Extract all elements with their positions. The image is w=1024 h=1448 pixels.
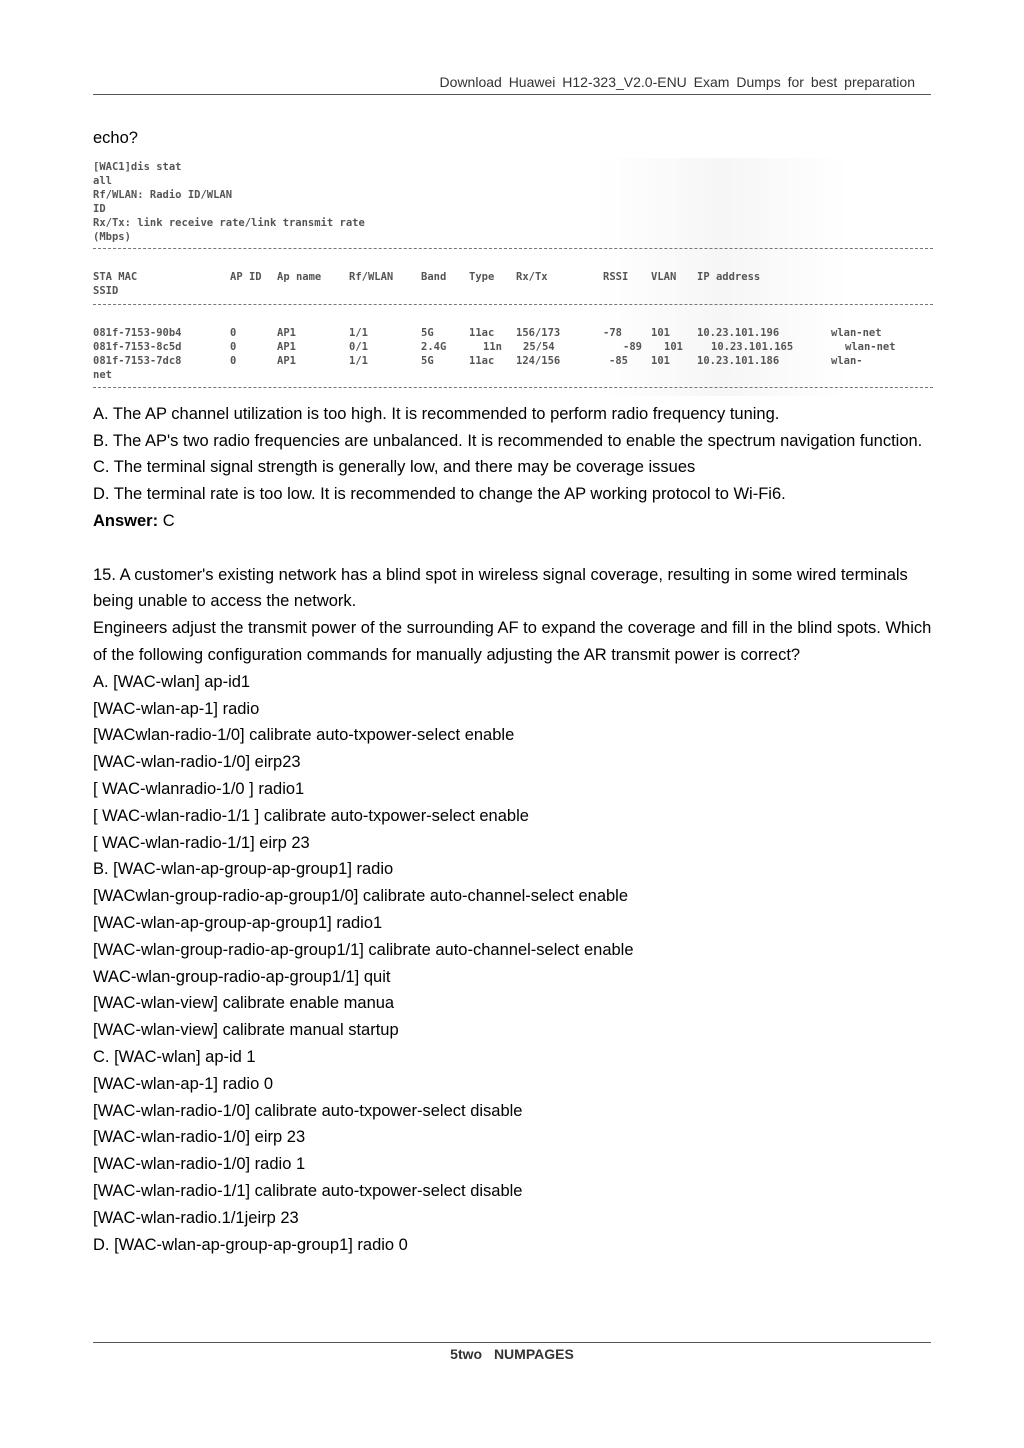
rf-wlan-cell: 1/1 xyxy=(349,326,368,339)
terminal-divider xyxy=(93,304,933,305)
command-line: [WAC-wlan-radio-1/0] radio 1 xyxy=(93,1155,306,1174)
option-d: D. The terminal rate is too low. It is recommended to change the AP working protocol to Wi-Fi6. xyxy=(93,485,786,504)
terminal-divider xyxy=(93,387,933,388)
rf-wlan-cell: 1/1 xyxy=(349,354,368,367)
rx-tx-cell: 25/54 xyxy=(523,340,555,353)
command-line: WAC-wlan-group-radio-ap-group1/1] quit xyxy=(93,967,391,986)
command-line: [WAC-wlan-radio-1/1] calibrate auto-txpower-select disable xyxy=(93,1181,523,1200)
command-line: [ WAC-wlan-radio-1/1 ] calibrate auto-txpower-select enable xyxy=(93,806,529,825)
ap-id-cell: 0 xyxy=(230,354,237,367)
page-footer: 5two NUMPAGES xyxy=(450,1346,574,1362)
ip-address-cell: 10.23.101.165 xyxy=(711,340,794,353)
vlan-cell: 101 xyxy=(651,326,670,339)
spacer xyxy=(93,535,933,562)
column-header-ip-address: IP address xyxy=(697,270,761,283)
rssi-cell: -78 xyxy=(603,326,622,339)
terminal-line: [WAC1]dis stat xyxy=(93,160,182,173)
type-cell: 11ac xyxy=(469,326,495,339)
column-header-rf-wlan: Rf/WLAN xyxy=(349,270,394,283)
command-line: [WAC-wlan-radio-1/0] eirp23 xyxy=(93,753,301,772)
command-line: [WAC-wlan-view] calibrate manual startup xyxy=(93,1021,399,1040)
vlan-cell: 101 xyxy=(664,340,683,353)
command-line: D. [WAC-wlan-ap-group-ap-group1] radio 0 xyxy=(93,1235,408,1254)
command-line: B. [WAC-wlan-ap-group-ap-group1] radio xyxy=(93,860,394,879)
column-header-vlan: VLAN xyxy=(651,270,677,283)
ip-address-cell: 10.23.101.196 xyxy=(697,326,780,339)
question-15-stem: 15. A customer's existing network has a blind spot in wireless signal coverage, resulting in some wired terminals being unable to access the network. xyxy=(93,565,908,611)
page-content xyxy=(93,125,933,1258)
header-divider xyxy=(93,94,931,95)
command-line: [WACwlan-radio-1/0] calibrate auto-txpower-select enable xyxy=(93,726,515,745)
column-header-band: Band xyxy=(421,270,447,283)
ap-name-cell: AP1 xyxy=(277,354,296,367)
ip-address-cell: 10.23.101.186 xyxy=(697,354,780,367)
type-cell: 11ac xyxy=(469,354,495,367)
footer-divider xyxy=(93,1342,931,1343)
vlan-cell: 101 xyxy=(651,354,670,367)
command-line: [WAC-wlan-radio.1/1jeirp 23 xyxy=(93,1208,299,1227)
ap-name-cell: AP1 xyxy=(277,340,296,353)
option-a: A. The AP channel utilization is too high. It is recommended to perform radio frequency tuning. xyxy=(93,404,780,423)
rssi-cell: -89 xyxy=(623,340,642,353)
command-line: [WAC-wlan-radio-1/0] calibrate auto-txpower-select disable xyxy=(93,1101,523,1120)
rx-tx-cell: 124/156 xyxy=(516,354,561,367)
option-b: B. The AP's two radio frequencies are unbalanced. It is recommended to enable the spectrum navigation function. xyxy=(93,431,923,450)
rf-wlan-cell: 0/1 xyxy=(349,340,368,353)
terminal-divider xyxy=(93,248,933,249)
terminal-screenshot xyxy=(93,158,933,396)
command-line: [WAC-wlan-view] calibrate enable manua xyxy=(93,994,395,1013)
column-header-ap-name: Ap name xyxy=(277,270,322,283)
ap-id-cell: 0 xyxy=(230,340,237,353)
terminal-line: all xyxy=(93,174,112,187)
terminal-line: Rx/Tx: link receive rate/link transmit rate xyxy=(93,216,365,229)
command-line: A. [WAC-wlan] ap-id1 xyxy=(93,672,251,691)
command-line: [WAC-wlan-group-radio-ap-group1/1] calibrate auto-channel-select enable xyxy=(93,940,634,959)
column-header-rssi: RSSI xyxy=(603,270,629,283)
ap-id-cell: 0 xyxy=(230,326,237,339)
option-c: C. The terminal signal strength is generally low, and there may be coverage issues xyxy=(93,458,696,477)
page-header: Download Huawei H12-323_V2.0-ENU Exam Dumps for best preparation xyxy=(439,74,915,90)
rssi-cell: -85 xyxy=(609,354,628,367)
band-cell: 5G xyxy=(421,326,434,339)
terminal-line: (Mbps) xyxy=(93,230,131,243)
column-header-ap-id: AP ID xyxy=(230,270,262,283)
ap-name-cell: AP1 xyxy=(277,326,296,339)
ssid-cell: wlan- xyxy=(831,354,863,367)
ssid-cell: wlan-net xyxy=(845,340,896,353)
terminal-line: ID xyxy=(93,202,106,215)
sta-mac-cell: 081f-7153-8c5d xyxy=(93,340,182,353)
answer-value: C xyxy=(158,511,175,530)
question-15-stem: Engineers adjust the transmit power of the surrounding AF to expand the coverage and fill in the blind spots. Which of the following configuration commands for manually adjusting the AR transmit power is correct? xyxy=(93,619,932,664)
sta-mac-cell: 081f-7153-7dc8 xyxy=(93,354,182,367)
column-header-sta-mac: STA MAC xyxy=(93,270,138,283)
column-header-ssid: SSID xyxy=(93,284,119,297)
ssid-continuation: net xyxy=(93,368,112,381)
question-14-prompt-tail: echo? xyxy=(93,129,138,147)
answer-line xyxy=(93,508,933,535)
command-line: [ WAC-wlanradio-1/0 ] radio1 xyxy=(93,779,305,798)
terminal-line: Rf/WLAN: Radio ID/WLAN xyxy=(93,188,233,201)
answer-label: Answer: xyxy=(93,511,159,530)
band-cell: 2.4G xyxy=(421,340,447,353)
ssid-cell: wlan-net xyxy=(831,326,882,339)
command-line: [WAC-wlan-ap-1] radio xyxy=(93,699,260,718)
type-cell: 11n xyxy=(483,340,502,353)
command-line: [ WAC-wlan-radio-1/1] eirp 23 xyxy=(93,833,310,852)
sta-mac-cell: 081f-7153-90b4 xyxy=(93,326,182,339)
rx-tx-cell: 156/173 xyxy=(516,326,561,339)
command-line: [WACwlan-group-radio-ap-group1/0] calibrate auto-channel-select enable xyxy=(93,887,629,906)
column-header-type: Type xyxy=(469,270,495,283)
band-cell: 5G xyxy=(421,354,434,367)
command-line: [WAC-wlan-ap-1] radio 0 xyxy=(93,1074,274,1093)
command-line: [WAC-wlan-radio-1/0] eirp 23 xyxy=(93,1128,306,1147)
column-header-rx-tx: Rx/Tx xyxy=(516,270,548,283)
command-line: [WAC-wlan-ap-group-ap-group1] radio1 xyxy=(93,913,383,932)
command-line: C. [WAC-wlan] ap-id 1 xyxy=(93,1047,256,1066)
